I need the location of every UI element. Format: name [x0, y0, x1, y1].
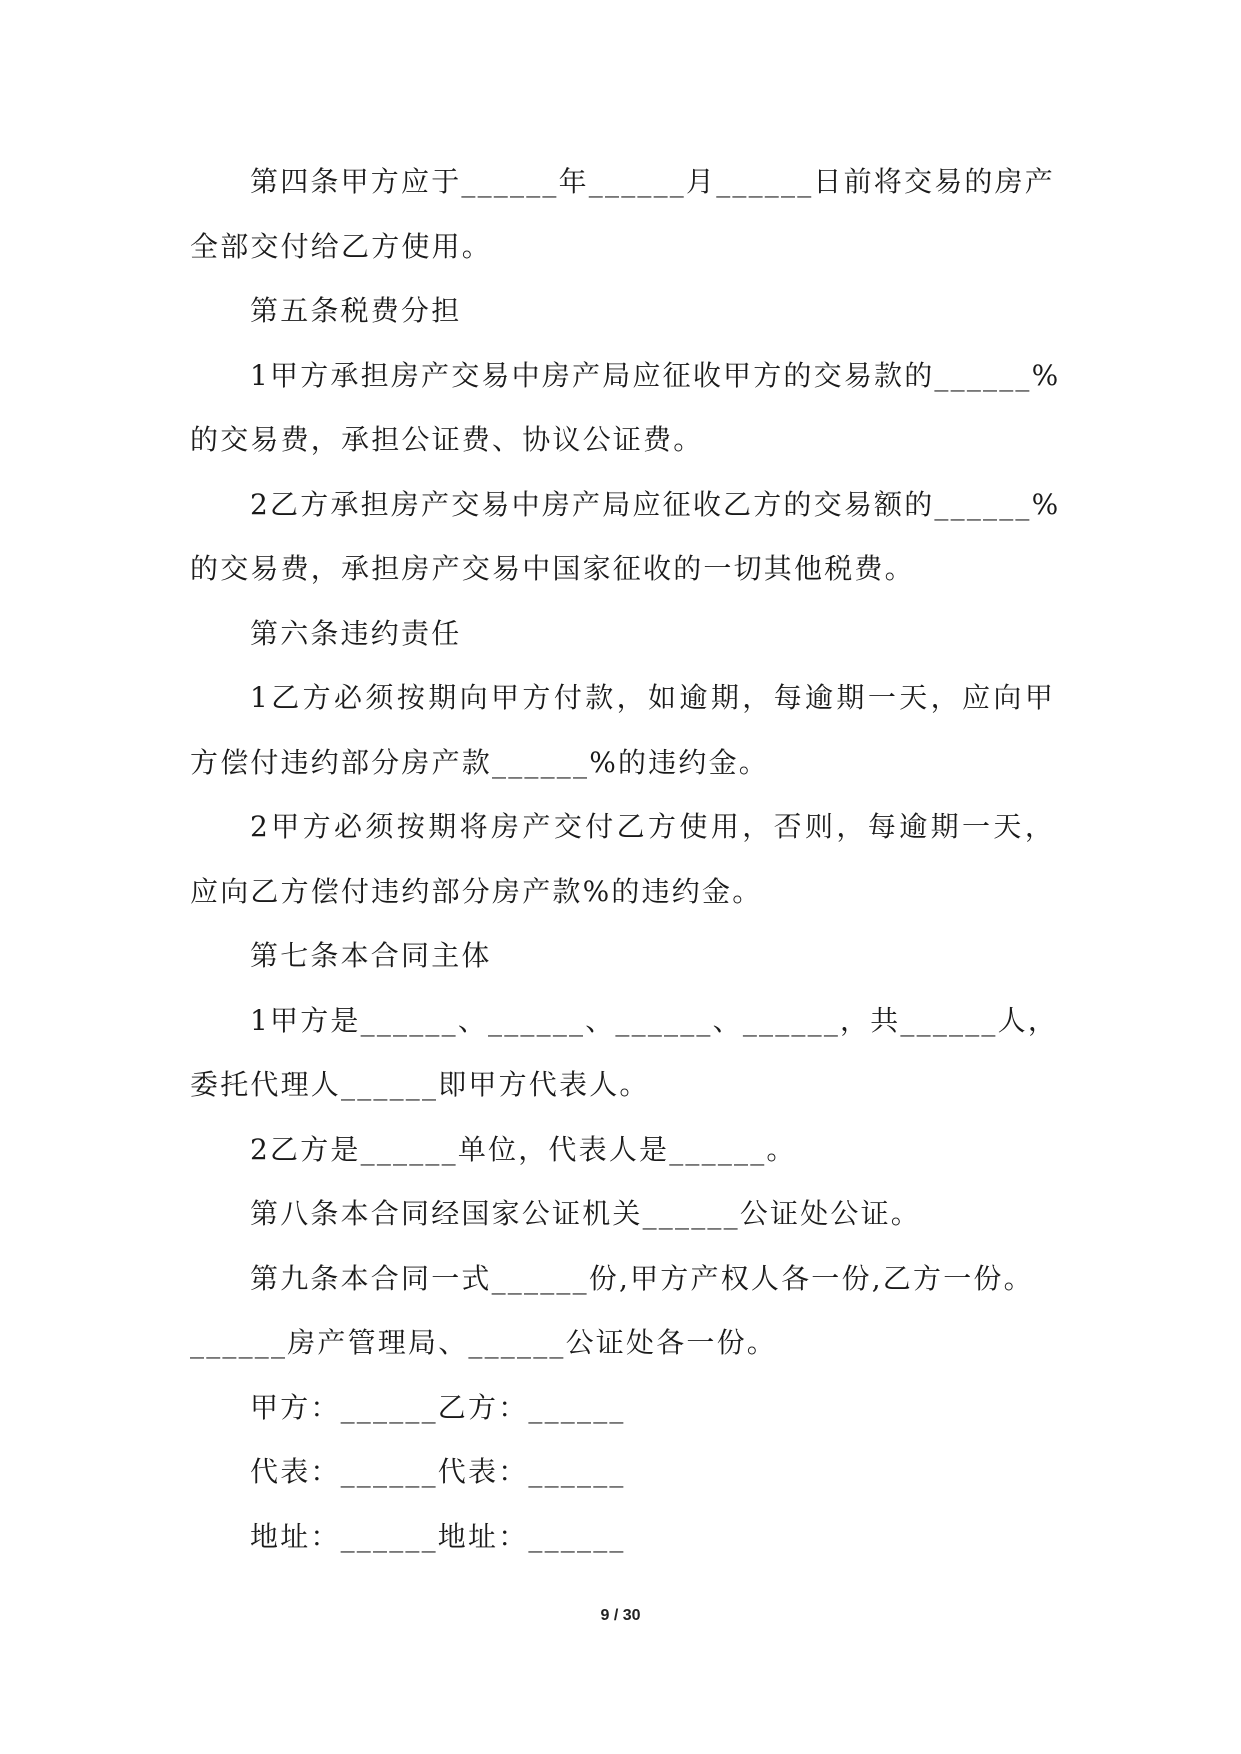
clause-5-item-2-line-1: 2乙方承担房产交易中房产局应征收乙方的交易额的______% — [250, 487, 1061, 521]
clause-7-heading: 第七条本合同主体 — [250, 939, 492, 972]
signature-representative-line: 代表：______代表：______ — [250, 1455, 626, 1488]
clause-4-line-2: 全部交付给乙方使用。 — [190, 229, 493, 263]
clause-6-item-2-line-1: 2甲方必须按期将房产交付乙方使用，否则，每逾期一天， — [250, 810, 1057, 843]
clause-6-item-2-line-2: 应向乙方偿付违约部分房产款%的违约金。 — [190, 874, 763, 908]
clause-7-item-1-line-1: 1甲方是______、______、______、______，共______人， — [250, 1003, 1059, 1037]
signature-party-line: 甲方：______乙方：______ — [250, 1390, 626, 1424]
clause-7-item-1-line-2: 委托代理人______即甲方代表人。 — [190, 1068, 650, 1101]
clause-5-item-2-line-2: 的交易费，承担房产交易中国家征收的一切其他税费。 — [190, 552, 915, 585]
clause-8: 第八条本合同经国家公证机关______公证处公证。 — [250, 1197, 922, 1230]
clause-7-item-2: 2乙方是______单位，代表人是______。 — [250, 1132, 797, 1166]
signature-address-line: 地址：______地址：______ — [250, 1519, 626, 1553]
clause-6-heading: 第六条违约责任 — [250, 616, 462, 650]
clause-5-item-1-line-1: 1甲方承担房产交易中房产局应征收甲方的交易款的______% — [250, 358, 1061, 392]
clause-9-line-2: ______房产管理局、______公证处各一份。 — [190, 1326, 778, 1359]
clause-9-line-1: 第九条本合同一式______份,甲方产权人各一份,乙方一份。 — [250, 1261, 1034, 1295]
clause-4-line-1: 第四条甲方应于______年______月______日前将交易的房产 — [250, 165, 1056, 198]
clause-5-heading: 第五条税费分担 — [250, 294, 462, 327]
clause-5-item-1-line-2: 的交易费，承担公证费、协议公证费。 — [190, 423, 704, 456]
page-number: 9 / 30 — [600, 1607, 641, 1624]
clause-6-item-1-line-1: 1乙方必须按期向甲方付款，如逾期，每逾期一天，应向甲 — [250, 681, 1057, 714]
contract-body — [190, 150, 1070, 1569]
clause-6-item-1-line-2: 方偿付违约部分房产款______%的违约金。 — [190, 745, 770, 779]
